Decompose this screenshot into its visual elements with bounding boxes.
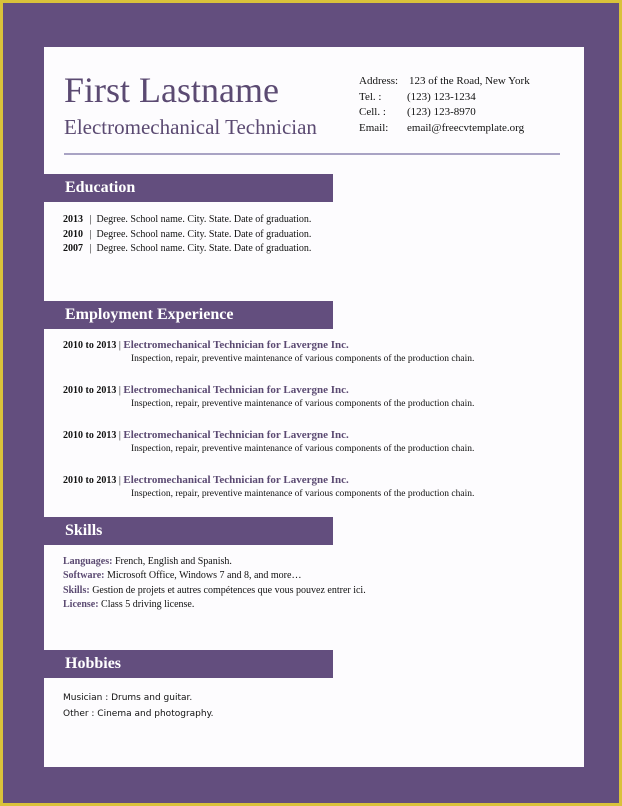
separator: | bbox=[118, 340, 121, 351]
separator: | bbox=[89, 243, 92, 254]
hobby-item: Musician : Drums and guitar. bbox=[63, 693, 193, 703]
skill-item bbox=[63, 585, 366, 596]
job-description: Inspection, repair, preventive maintenance of various components of the production chain. bbox=[131, 354, 475, 364]
skill-value: Microsoft Office, Windows 7 and 8, and more… bbox=[106, 570, 302, 581]
contact-cell bbox=[359, 105, 530, 121]
job-description: Inspection, repair, preventive maintenance of various components of the production chain. bbox=[131, 399, 475, 409]
candidate-name: First Lastname bbox=[64, 70, 279, 110]
job-item bbox=[63, 474, 475, 499]
header-divider bbox=[64, 153, 560, 155]
job-description: Inspection, repair, preventive maintenance of various components of the production chain. bbox=[131, 489, 475, 499]
edu-text: Degree. School name. City. State. Date of graduation. bbox=[96, 214, 312, 225]
skill-item bbox=[63, 599, 194, 610]
contact-label: Address: bbox=[359, 75, 399, 87]
job-title: Electromechanical Technician for Lavergne Inc. bbox=[123, 384, 349, 396]
edu-year: 2007 bbox=[63, 243, 83, 254]
job-years: 2010 to 2013 bbox=[63, 385, 117, 396]
separator: | bbox=[118, 475, 121, 486]
job-years: 2010 to 2013 bbox=[63, 430, 117, 441]
candidate-title: Electromechanical Technician bbox=[64, 115, 317, 139]
contact-value: (123) 123-1234 bbox=[407, 90, 476, 103]
skill-key: License: bbox=[63, 599, 99, 610]
hobby-item: Other : Cinema and photography. bbox=[63, 709, 214, 719]
edu-year: 2010 bbox=[63, 229, 83, 240]
skill-value: French, English and Spanish. bbox=[114, 556, 232, 567]
skill-value: Gestion de projets et autres compétences que vous pouvez entrer ici. bbox=[92, 585, 366, 596]
job-years: 2010 to 2013 bbox=[63, 340, 117, 351]
contact-address bbox=[359, 74, 530, 90]
contact-label: Email: bbox=[359, 121, 389, 134]
job-item bbox=[63, 339, 475, 364]
education-item bbox=[63, 229, 311, 240]
education-item bbox=[63, 243, 311, 254]
job-description: Inspection, repair, preventive maintenance of various components of the production chain. bbox=[131, 444, 475, 454]
edu-text: Degree. School name. City. State. Date of graduation. bbox=[96, 243, 312, 254]
skill-key: Skills: bbox=[63, 585, 90, 596]
contact-block bbox=[359, 74, 530, 136]
page-frame bbox=[3, 3, 619, 803]
separator: | bbox=[118, 385, 121, 396]
contact-value: (123) 123-8970 bbox=[407, 106, 476, 118]
job-item bbox=[63, 429, 475, 454]
job-item bbox=[63, 384, 475, 409]
skill-item bbox=[63, 556, 232, 567]
section-heading-education: Education bbox=[44, 174, 333, 202]
section-heading-hobbies: Hobbies bbox=[44, 650, 333, 678]
edu-text: Degree. School name. City. State. Date of graduation. bbox=[96, 229, 312, 240]
separator: | bbox=[118, 430, 121, 441]
skill-key: Software: bbox=[63, 570, 105, 581]
section-heading-employment: Employment Experience bbox=[44, 301, 333, 329]
skill-item bbox=[63, 570, 301, 581]
job-title: Electromechanical Technician for Lavergne Inc. bbox=[123, 339, 349, 351]
edu-year: 2013 bbox=[63, 214, 83, 225]
job-years: 2010 to 2013 bbox=[63, 475, 117, 486]
skill-value: Class 5 driving license. bbox=[101, 599, 195, 610]
contact-value: 123 of the Road, New York bbox=[409, 75, 530, 87]
contact-label: Cell. : bbox=[359, 106, 386, 118]
contact-email bbox=[359, 121, 530, 137]
contact-label: Tel. : bbox=[359, 90, 382, 103]
job-title: Electromechanical Technician for Lavergne Inc. bbox=[123, 474, 349, 486]
skill-key: Languages: bbox=[63, 556, 113, 567]
job-title: Electromechanical Technician for Lavergne Inc. bbox=[123, 429, 349, 441]
separator: | bbox=[89, 229, 92, 240]
contact-value: email@freecvtemplate.org bbox=[407, 121, 525, 134]
education-item bbox=[63, 214, 311, 225]
contact-tel bbox=[359, 90, 530, 106]
section-heading-skills: Skills bbox=[44, 517, 333, 545]
separator: | bbox=[89, 214, 92, 225]
resume-page bbox=[44, 47, 584, 767]
